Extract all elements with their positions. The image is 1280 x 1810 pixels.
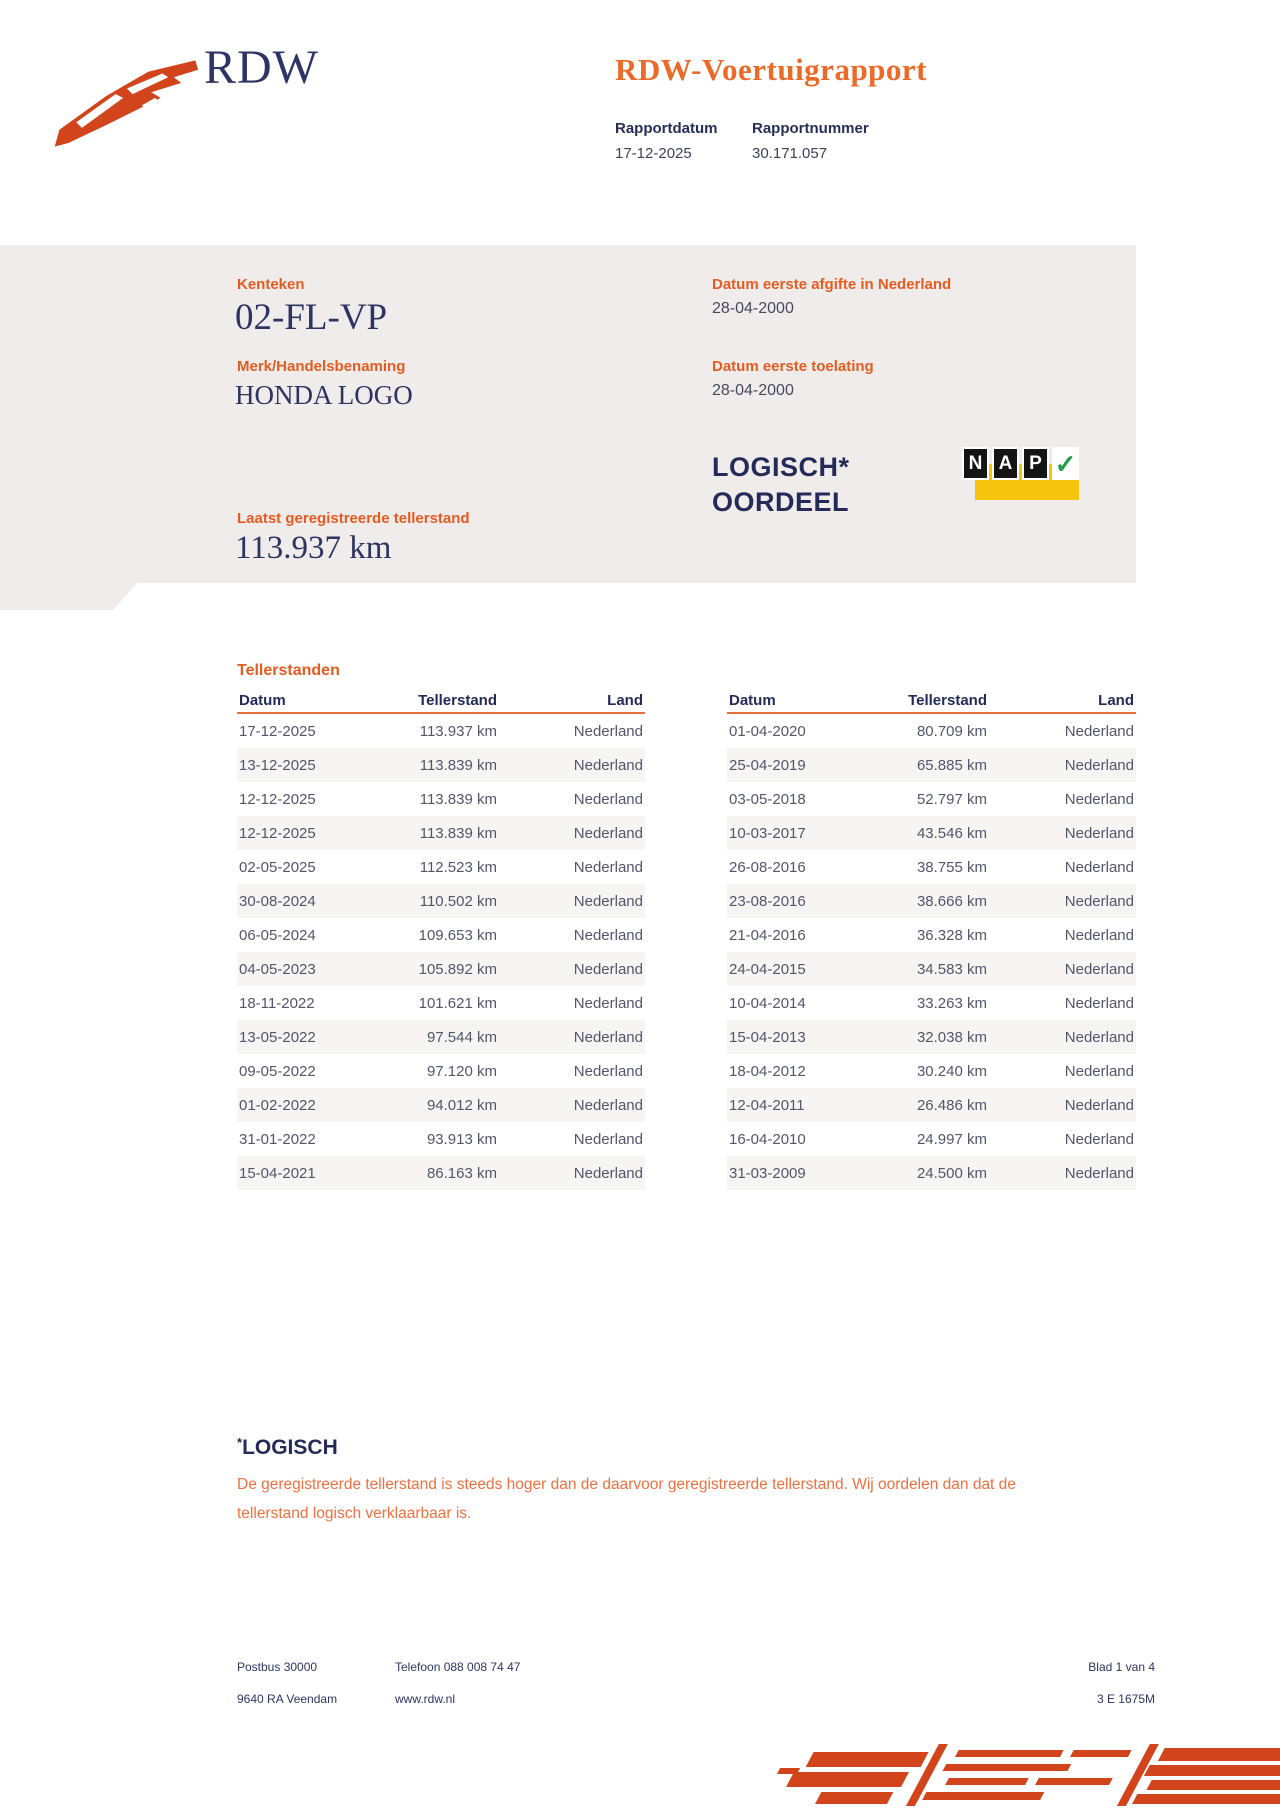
table-header-row bbox=[237, 688, 645, 714]
cell-tellerstand: 33.263 km bbox=[916, 994, 987, 1012]
cell-land: Nederland bbox=[573, 790, 643, 808]
oordeel-line2: OORDEEL bbox=[712, 487, 850, 517]
cell-tellerstand: 101.621 km bbox=[418, 994, 497, 1012]
cell-land: Nederland bbox=[573, 960, 643, 978]
cell-datum: 15-04-2013 bbox=[729, 1028, 806, 1046]
cell-datum: 12-12-2025 bbox=[239, 824, 316, 842]
cell-datum: 03-05-2018 bbox=[729, 790, 806, 808]
cell-tellerstand: 112.523 km bbox=[419, 858, 497, 876]
cell-datum: 01-02-2022 bbox=[239, 1096, 316, 1114]
cell-land: Nederland bbox=[1064, 1164, 1134, 1182]
table-row bbox=[237, 1054, 645, 1088]
cell-tellerstand: 109.653 km bbox=[418, 926, 497, 944]
report-title: RDW-Voertuigrapport bbox=[615, 52, 928, 87]
cell-tellerstand: 113.839 km bbox=[419, 790, 497, 808]
cell-datum: 10-04-2014 bbox=[729, 994, 806, 1012]
table-row bbox=[237, 986, 645, 1020]
column-header-tellerstand: Tellerstand bbox=[418, 692, 497, 709]
cell-land: Nederland bbox=[573, 824, 643, 842]
cell-datum: 12-04-2011 bbox=[729, 1096, 805, 1114]
footer-address-line2: 9640 RA Veendam bbox=[237, 1692, 338, 1706]
table-row bbox=[237, 1020, 645, 1054]
table-row bbox=[727, 1054, 1136, 1088]
cell-land: Nederland bbox=[573, 1130, 643, 1148]
cell-tellerstand: 32.038 km bbox=[916, 1028, 987, 1046]
table-row bbox=[237, 816, 645, 850]
footer-form-code: 3 E 1675M bbox=[1096, 1692, 1155, 1706]
report-number-value: 30.171.057 bbox=[752, 145, 828, 162]
afgifte-value: 28-04-2000 bbox=[712, 300, 794, 317]
cell-tellerstand: 38.666 km bbox=[916, 892, 987, 910]
cell-land: Nederland bbox=[1064, 1096, 1134, 1114]
table-row bbox=[727, 884, 1136, 918]
cell-land: Nederland bbox=[573, 994, 643, 1012]
column-header-datum: Datum bbox=[729, 692, 776, 709]
kenteken-label: Kenteken bbox=[237, 276, 305, 293]
table-row bbox=[727, 748, 1136, 782]
cell-tellerstand: 94.012 km bbox=[426, 1096, 497, 1114]
table-row bbox=[237, 1156, 645, 1190]
cell-tellerstand: 65.885 km bbox=[916, 756, 987, 774]
table-row bbox=[237, 850, 645, 884]
table-row bbox=[237, 748, 645, 782]
cell-land: Nederland bbox=[1064, 1062, 1134, 1080]
cell-tellerstand: 113.839 km bbox=[419, 824, 497, 842]
cell-land: Nederland bbox=[573, 722, 643, 740]
footer-address-line1: Postbus 30000 bbox=[237, 1660, 318, 1674]
cell-datum: 21-04-2016 bbox=[729, 926, 806, 944]
cell-datum: 16-04-2010 bbox=[729, 1130, 806, 1148]
cell-datum: 30-08-2024 bbox=[239, 892, 316, 910]
cell-datum: 12-12-2025 bbox=[239, 790, 316, 808]
table-row bbox=[237, 884, 645, 918]
cell-datum: 18-04-2012 bbox=[729, 1062, 806, 1080]
laatste-tellerstand-label: Laatst geregistreerde tellerstand bbox=[237, 510, 470, 527]
cell-datum: 13-05-2022 bbox=[239, 1028, 316, 1046]
table-row bbox=[237, 714, 645, 748]
cell-datum: 01-04-2020 bbox=[729, 722, 806, 740]
cell-land: Nederland bbox=[1064, 756, 1134, 774]
cell-tellerstand: 36.328 km bbox=[916, 926, 987, 944]
cell-tellerstand: 38.755 km bbox=[916, 858, 987, 876]
table-row bbox=[727, 816, 1136, 850]
table-row bbox=[237, 1122, 645, 1156]
toelating-value: 28-04-2000 bbox=[712, 382, 794, 399]
nap-check-icon: ✓ bbox=[1052, 447, 1079, 480]
table-row bbox=[237, 918, 645, 952]
table-header-row bbox=[727, 688, 1136, 714]
odometer-table-left bbox=[237, 688, 645, 1190]
report-number-label: Rapportnummer bbox=[752, 120, 869, 137]
report-date-label: Rapportdatum bbox=[615, 120, 718, 137]
cell-tellerstand: 97.544 km bbox=[426, 1028, 497, 1046]
cell-land: Nederland bbox=[1064, 858, 1134, 876]
cell-datum: 02-05-2025 bbox=[239, 858, 316, 876]
logisch-footnote-title bbox=[237, 1435, 338, 1460]
cell-datum: 17-12-2025 bbox=[239, 722, 316, 740]
table-row bbox=[727, 1088, 1136, 1122]
oordeel-text bbox=[712, 450, 850, 520]
merk-label: Merk/Handelsbenaming bbox=[237, 358, 406, 375]
nap-letter-p: P bbox=[1022, 447, 1049, 480]
table-row bbox=[727, 1020, 1136, 1054]
cell-datum: 18-11-2022 bbox=[239, 994, 315, 1012]
footer-page-number: Blad 1 van 4 bbox=[1088, 1660, 1155, 1674]
table-row bbox=[727, 986, 1136, 1020]
cell-datum: 23-08-2016 bbox=[729, 892, 806, 910]
cell-land: Nederland bbox=[573, 1164, 643, 1182]
toelating-label: Datum eerste toelating bbox=[712, 358, 874, 375]
brand-wordmark: RDW bbox=[204, 41, 319, 94]
table-row bbox=[727, 1122, 1136, 1156]
cell-datum: 24-04-2015 bbox=[729, 960, 806, 978]
cell-tellerstand: 93.913 km bbox=[426, 1130, 497, 1148]
cell-datum: 31-03-2009 bbox=[729, 1164, 806, 1182]
table-row bbox=[727, 714, 1136, 748]
table-row bbox=[727, 952, 1136, 986]
cell-tellerstand: 34.583 km bbox=[916, 960, 987, 978]
cell-tellerstand: 80.709 km bbox=[916, 722, 987, 740]
cell-land: Nederland bbox=[1064, 790, 1134, 808]
rdw-wing-logo-icon bbox=[50, 56, 200, 151]
cell-datum: 25-04-2019 bbox=[729, 756, 806, 774]
cell-datum: 04-05-2023 bbox=[239, 960, 316, 978]
footnote-title-text: LOGISCH bbox=[242, 1436, 338, 1459]
footnote-asterisk: * bbox=[237, 1435, 243, 1450]
table-row bbox=[727, 1156, 1136, 1190]
cell-tellerstand: 30.240 km bbox=[916, 1062, 987, 1080]
cell-tellerstand: 113.937 km bbox=[419, 722, 497, 740]
cell-tellerstand: 97.120 km bbox=[426, 1062, 497, 1080]
cell-datum: 13-12-2025 bbox=[239, 756, 316, 774]
cell-land: Nederland bbox=[573, 1062, 643, 1080]
cell-land: Nederland bbox=[1064, 722, 1134, 740]
cell-land: Nederland bbox=[1064, 824, 1134, 842]
cell-tellerstand: 52.797 km bbox=[916, 790, 987, 808]
report-date-value: 17-12-2025 bbox=[615, 145, 692, 162]
cell-land: Nederland bbox=[1064, 926, 1134, 944]
column-header-tellerstand: Tellerstand bbox=[908, 692, 987, 709]
cell-land: Nederland bbox=[573, 892, 643, 910]
afgifte-label: Datum eerste afgifte in Nederland bbox=[712, 276, 952, 293]
footer-website: www.rdw.nl bbox=[395, 1692, 456, 1706]
table-row bbox=[237, 1088, 645, 1122]
cell-tellerstand: 110.502 km bbox=[419, 892, 497, 910]
table-row bbox=[727, 782, 1136, 816]
cell-tellerstand: 26.486 km bbox=[916, 1096, 987, 1114]
cell-datum: 26-08-2016 bbox=[729, 858, 806, 876]
cell-datum: 31-01-2022 bbox=[239, 1130, 316, 1148]
column-header-land: Land bbox=[1098, 692, 1134, 709]
cell-tellerstand: 105.892 km bbox=[418, 960, 497, 978]
cell-land: Nederland bbox=[1064, 1130, 1134, 1148]
cell-tellerstand: 24.997 km bbox=[916, 1130, 987, 1148]
kenteken-value: 02-FL-VP bbox=[235, 297, 388, 338]
cell-datum: 06-05-2024 bbox=[239, 926, 316, 944]
oordeel-line1: LOGISCH* bbox=[712, 452, 850, 482]
footer-phone: Telefoon 088 008 74 47 bbox=[395, 1660, 521, 1674]
vehicle-summary-panel bbox=[0, 245, 1136, 610]
cell-tellerstand: 86.163 km bbox=[426, 1164, 497, 1182]
odometer-table-right bbox=[727, 688, 1136, 1190]
cell-datum: 09-05-2022 bbox=[239, 1062, 316, 1080]
cell-datum: 10-03-2017 bbox=[729, 824, 806, 842]
cell-land: Nederland bbox=[573, 926, 643, 944]
merk-value: HONDA LOGO bbox=[235, 380, 413, 410]
cell-tellerstand: 113.839 km bbox=[419, 756, 497, 774]
cell-land: Nederland bbox=[573, 756, 643, 774]
table-row bbox=[727, 918, 1136, 952]
cell-land: Nederland bbox=[573, 1028, 643, 1046]
cell-tellerstand: 43.546 km bbox=[916, 824, 987, 842]
cell-land: Nederland bbox=[573, 1096, 643, 1114]
cell-tellerstand: 24.500 km bbox=[916, 1164, 987, 1182]
cell-land: Nederland bbox=[1064, 994, 1134, 1012]
tellerstanden-heading: Tellerstanden bbox=[237, 662, 340, 679]
nap-letter-a: A bbox=[992, 447, 1019, 480]
logisch-footnote-body: De geregistreerde tellerstand is steeds hoger dan de daarvoor geregistreerde tellerstand. Wij oordelen dan dat de tellerstand logisch verklaarbaar is. bbox=[237, 1476, 1016, 1522]
nap-letter-n: N bbox=[962, 447, 989, 480]
column-header-datum: Datum bbox=[239, 692, 286, 709]
table-row bbox=[237, 782, 645, 816]
laatste-tellerstand-value: 113.937 km bbox=[235, 530, 392, 566]
cell-land: Nederland bbox=[1064, 1028, 1134, 1046]
column-header-land: Land bbox=[607, 692, 643, 709]
table-row bbox=[237, 952, 645, 986]
table-row bbox=[727, 850, 1136, 884]
cell-land: Nederland bbox=[1064, 892, 1134, 910]
cell-land: Nederland bbox=[573, 858, 643, 876]
rdw-stripes-graphic bbox=[765, 1740, 1280, 1810]
cell-datum: 15-04-2021 bbox=[239, 1164, 316, 1182]
cell-land: Nederland bbox=[1064, 960, 1134, 978]
nap-logo bbox=[962, 447, 1082, 502]
